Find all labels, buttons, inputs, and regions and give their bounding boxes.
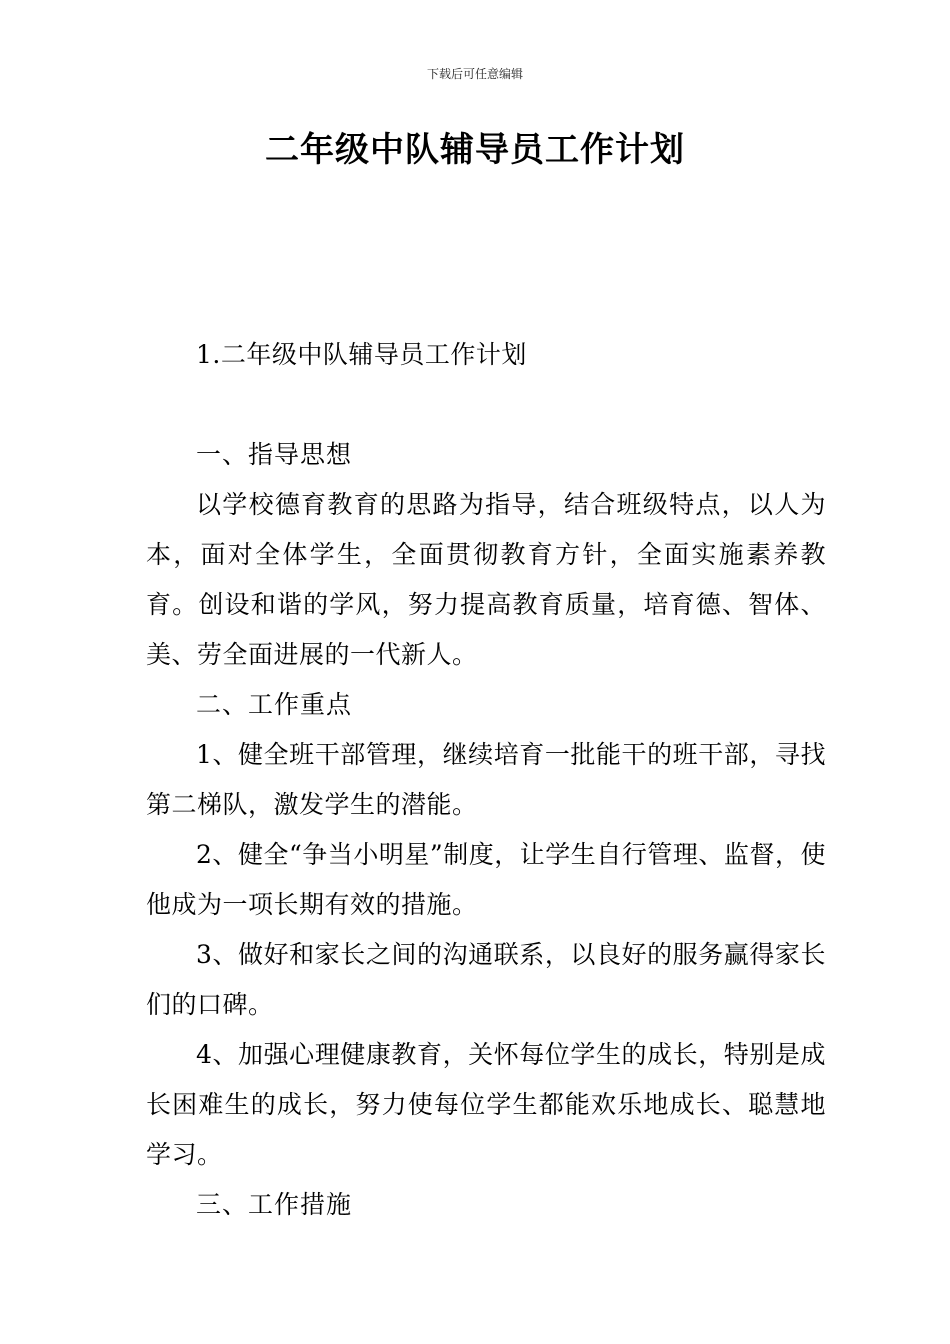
list-item: 3、做好和家长之间的沟通联系，以良好的服务赢得家长们的口碑。: [146, 940, 826, 1019]
section-heading-guiding-ideology: 一、指导思想: [196, 440, 353, 469]
document-subtitle: 1.二年级中队辅导员工作计划: [196, 340, 527, 369]
document-body: [146, 330, 826, 1230]
section-heading-work-focus: 二、工作重点: [196, 690, 353, 719]
document-title: 二年级中队辅导员工作计划: [265, 130, 685, 170]
list-item: 1、健全班干部管理，继续培育一批能干的班干部，寻找第二梯队，激发学生的潜能。: [146, 740, 826, 819]
header-note: 下载后可任意编辑: [426, 67, 523, 81]
paragraph: 以学校德育教育的思路为指导，结合班级特点，以人为本，面对全体学生，全面贯彻教育方针，全面实施素养教育。创设和谐的学风，努力提高教育质量，培育德、智体、美、劳全面进展的一代新人。: [146, 490, 826, 669]
section-heading-work-measures: 三、工作措施: [196, 1190, 353, 1219]
list-item: 4、加强心理健康教育，关怀每位学生的成长，特别是成长困难生的成长，努力使每位学生都能欢乐地成长、聪慧地学习。: [146, 1040, 826, 1169]
list-item: 2、健全“争当小明星”制度，让学生自行管理、监督，使他成为一项长期有效的措施。: [146, 840, 826, 919]
